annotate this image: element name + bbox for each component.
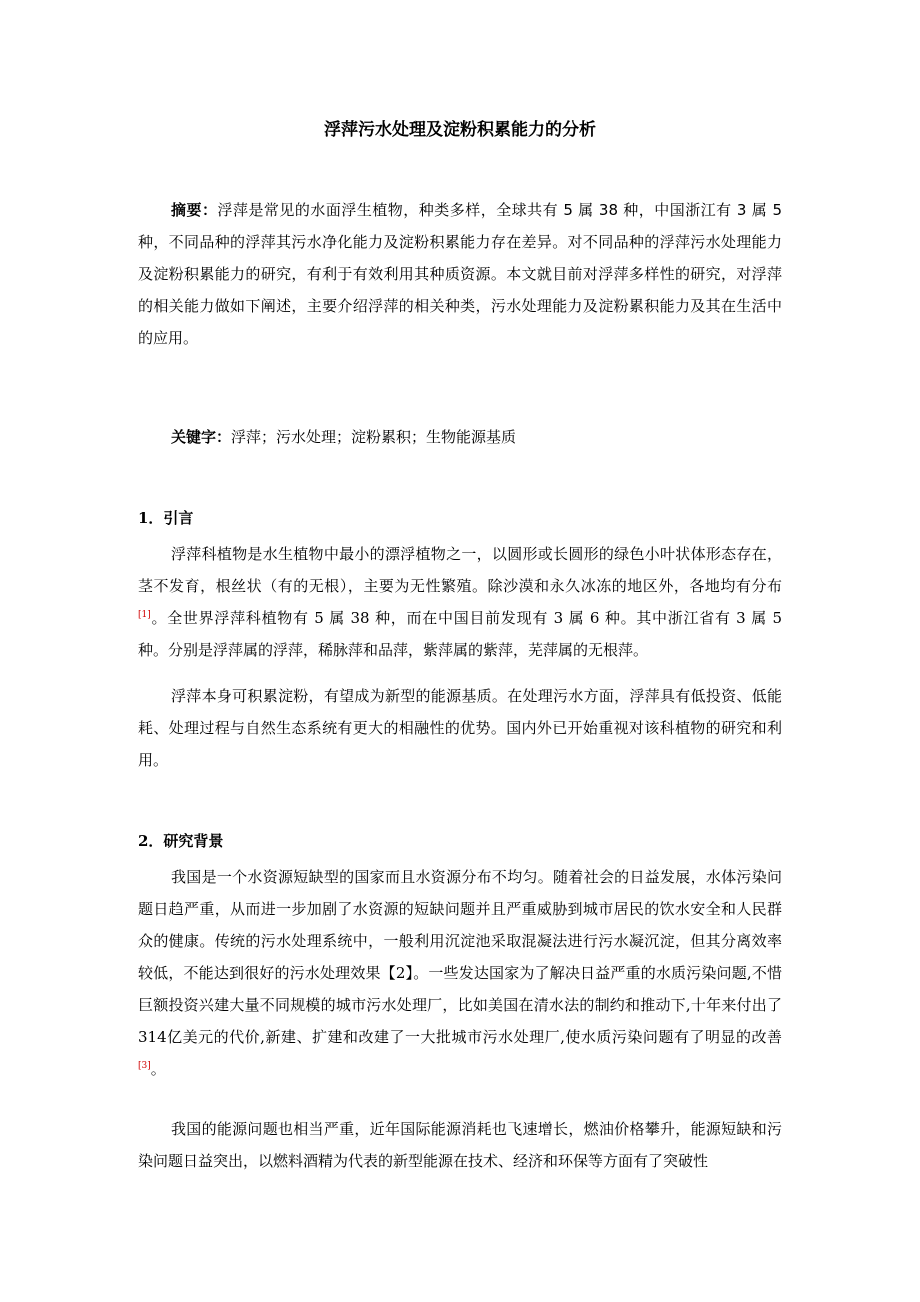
background-paragraph-1	[138, 861, 782, 1085]
introduction-paragraph-1	[138, 538, 782, 666]
background-paragraph-2: 我国的能源问题也相当严重，近年国际能源消耗也飞速增长，燃油价格攀升，能源短缺和污染问题日益突出，以燃料酒精为代表的新型能源在技术、经济和环保等方面有了突破性	[138, 1120, 782, 1170]
background-text-b: 。	[150, 1060, 166, 1078]
introduction-paragraph-2: 浮萍本身可积累淀粉，有望成为新型的能源基质。在处理污水方面，浮萍具有低投资、低能耗、处理过程与自然生态系统有更大的相融性的优势。国内外已开始重视对该科植物的研究和利用。	[138, 687, 782, 769]
section-heading-introduction: 1．引言	[138, 509, 194, 527]
citation-1: [1]	[138, 610, 151, 620]
abstract-label: 摘要：	[171, 201, 218, 219]
citation-3: [3]	[138, 1061, 151, 1071]
keywords-label: 关键字：	[171, 428, 232, 446]
introduction-text-b: 。全世界浮萍科植物有 5 属 38 种，而在中国目前发现有 3 属 6 种。其中浙江省有 3 属 5 种。分别是浮萍属的浮萍，稀脉萍和品萍，紫萍属的紫萍，芜萍属的无根萍。	[138, 609, 782, 659]
introduction-text-a: 浮萍科植物是水生植物中最小的漂浮植物之一，以圆形或长圆形的绿色小叶状体形态存在，茎不发育，根丝状（有的无根），主要为无性繁殖。除沙漠和永久冰冻的地区外，各地均有分布	[138, 545, 782, 595]
keywords-text: 浮萍；污水处理；淀粉累积；生物能源基质	[231, 428, 517, 446]
keywords-line	[171, 421, 782, 453]
abstract-paragraph	[138, 194, 782, 354]
abstract-text: 浮萍是常见的水面浮生植物，种类多样，全球共有 5 属 38 种，中国浙江有 3 属 5 种，不同品种的浮萍其污水净化能力及淀粉积累能力存在差异。对不同品种的浮萍污水处理能力及淀粉积累能力的研究，有利于有效利用其种质资源。本文就目前对浮萍多样性的研究，对浮萍的相关能力做如下阐述，主要介绍浮萍的相关种类，污水处理能力及淀粉累积能力及其在生活中的应用。	[138, 201, 782, 347]
section-heading-background: 2．研究背景	[138, 832, 224, 850]
document-title: 浮萍污水处理及淀粉积累能力的分析	[324, 120, 596, 140]
background-text-a: 我国是一个水资源短缺型的国家而且水资源分布不均匀。随着社会的日益发展，水体污染问题日趋严重，从而进一步加剧了水资源的短缺问题并且严重威胁到城市居民的饮水安全和人民群众的健康。传统的污水处理系统中，一般利用沉淀池采取混凝法进行污水凝沉淀，但其分离效率较低，不能达到很好的污水处理效果【2】。一些发达国家为了解决日益严重的水质污染问题,不惜巨额投资兴建大量不同规模的城市污水处理厂，比如美国在清水法的制约和推动下,十年来付出了314亿美元的代价,新建、扩建和改建了一大批城市污水处理厂,使水质污染问题有了明显的改善	[138, 868, 782, 1046]
